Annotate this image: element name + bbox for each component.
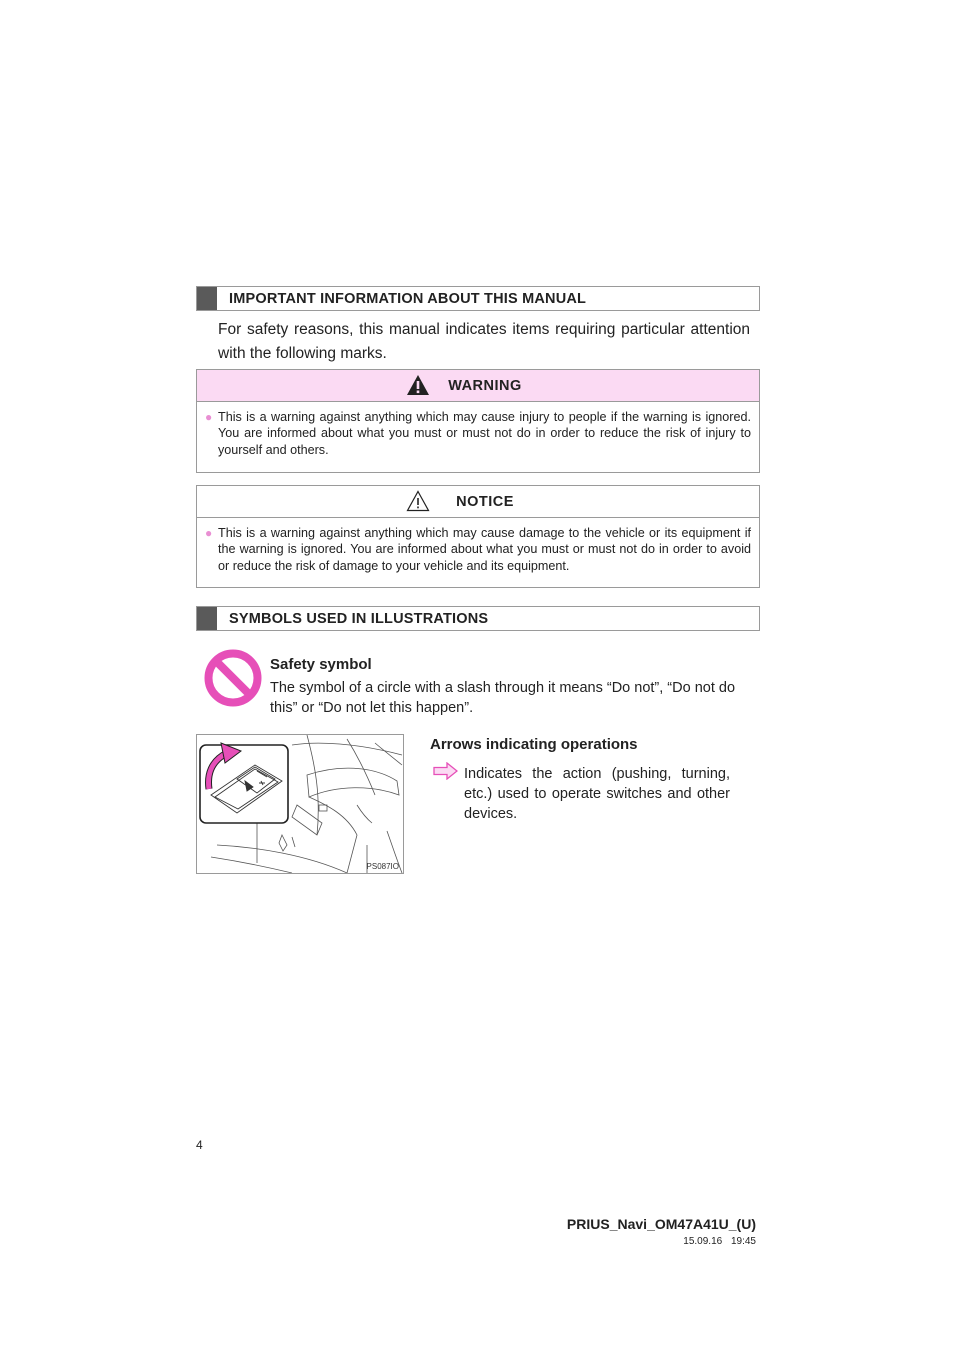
section-header-tab [197, 607, 217, 630]
arrows-text: Indicates the action (pushing, turning, etc.) used to operate switches and other devices. [464, 766, 730, 822]
warning-title: WARNING [448, 377, 522, 394]
console-illustration [196, 734, 404, 874]
section-header-tab [197, 287, 217, 310]
notice-body [197, 518, 759, 586]
notice-header [197, 486, 759, 518]
document-id: PRIUS_Navi_OM47A41U_(U) [566, 1216, 756, 1232]
prohibition-icon [203, 648, 263, 708]
notice-text: This is a warning against anything which may cause damage to the vehicle or its equipment if the warning is ignored. You are informed about what you must or must not do in order to avoid or reduce the risk of damage to your vehicle and its equipment. [218, 526, 751, 573]
operation-arrow-icon [433, 762, 458, 780]
warning-header [197, 370, 759, 402]
warning-box [196, 369, 760, 473]
safety-symbol-title: Safety symbol [270, 656, 372, 673]
console-drawing [197, 735, 404, 874]
warning-body [197, 402, 759, 470]
section-title: IMPORTANT INFORMATION ABOUT THIS MANUAL [229, 290, 587, 307]
notice-box [196, 485, 760, 588]
warning-text: This is a warning against anything which may cause injury to people if the warning is ignored. You are informed about what you must or must not do in order to reduce the risk of injury to yourself and others. [218, 410, 751, 457]
notice-title: NOTICE [456, 493, 514, 510]
intro-paragraph: For safety reasons, this manual indicates items requiring particular attention with the following marks. [218, 321, 750, 362]
section-header-symbols [196, 606, 760, 631]
page-number: 4 [196, 1138, 203, 1152]
arrows-title: Arrows indicating operations [430, 736, 638, 753]
safety-symbol-text: The symbol of a circle with a slash through it means “Do not”, “Do not do this” or “Do not let this happen”. [270, 680, 736, 716]
section-title: SYMBOLS USED IN ILLUSTRATIONS [229, 610, 489, 627]
notice-triangle-icon [406, 490, 430, 512]
warning-triangle-icon [406, 374, 430, 396]
section-header-important-info [196, 286, 760, 311]
bullet-icon: ● [205, 410, 213, 424]
document-timestamp: 15.09.16 19:45 [683, 1236, 756, 1247]
illustration-code: PS087IO [366, 862, 399, 871]
bullet-icon: ● [205, 526, 213, 540]
